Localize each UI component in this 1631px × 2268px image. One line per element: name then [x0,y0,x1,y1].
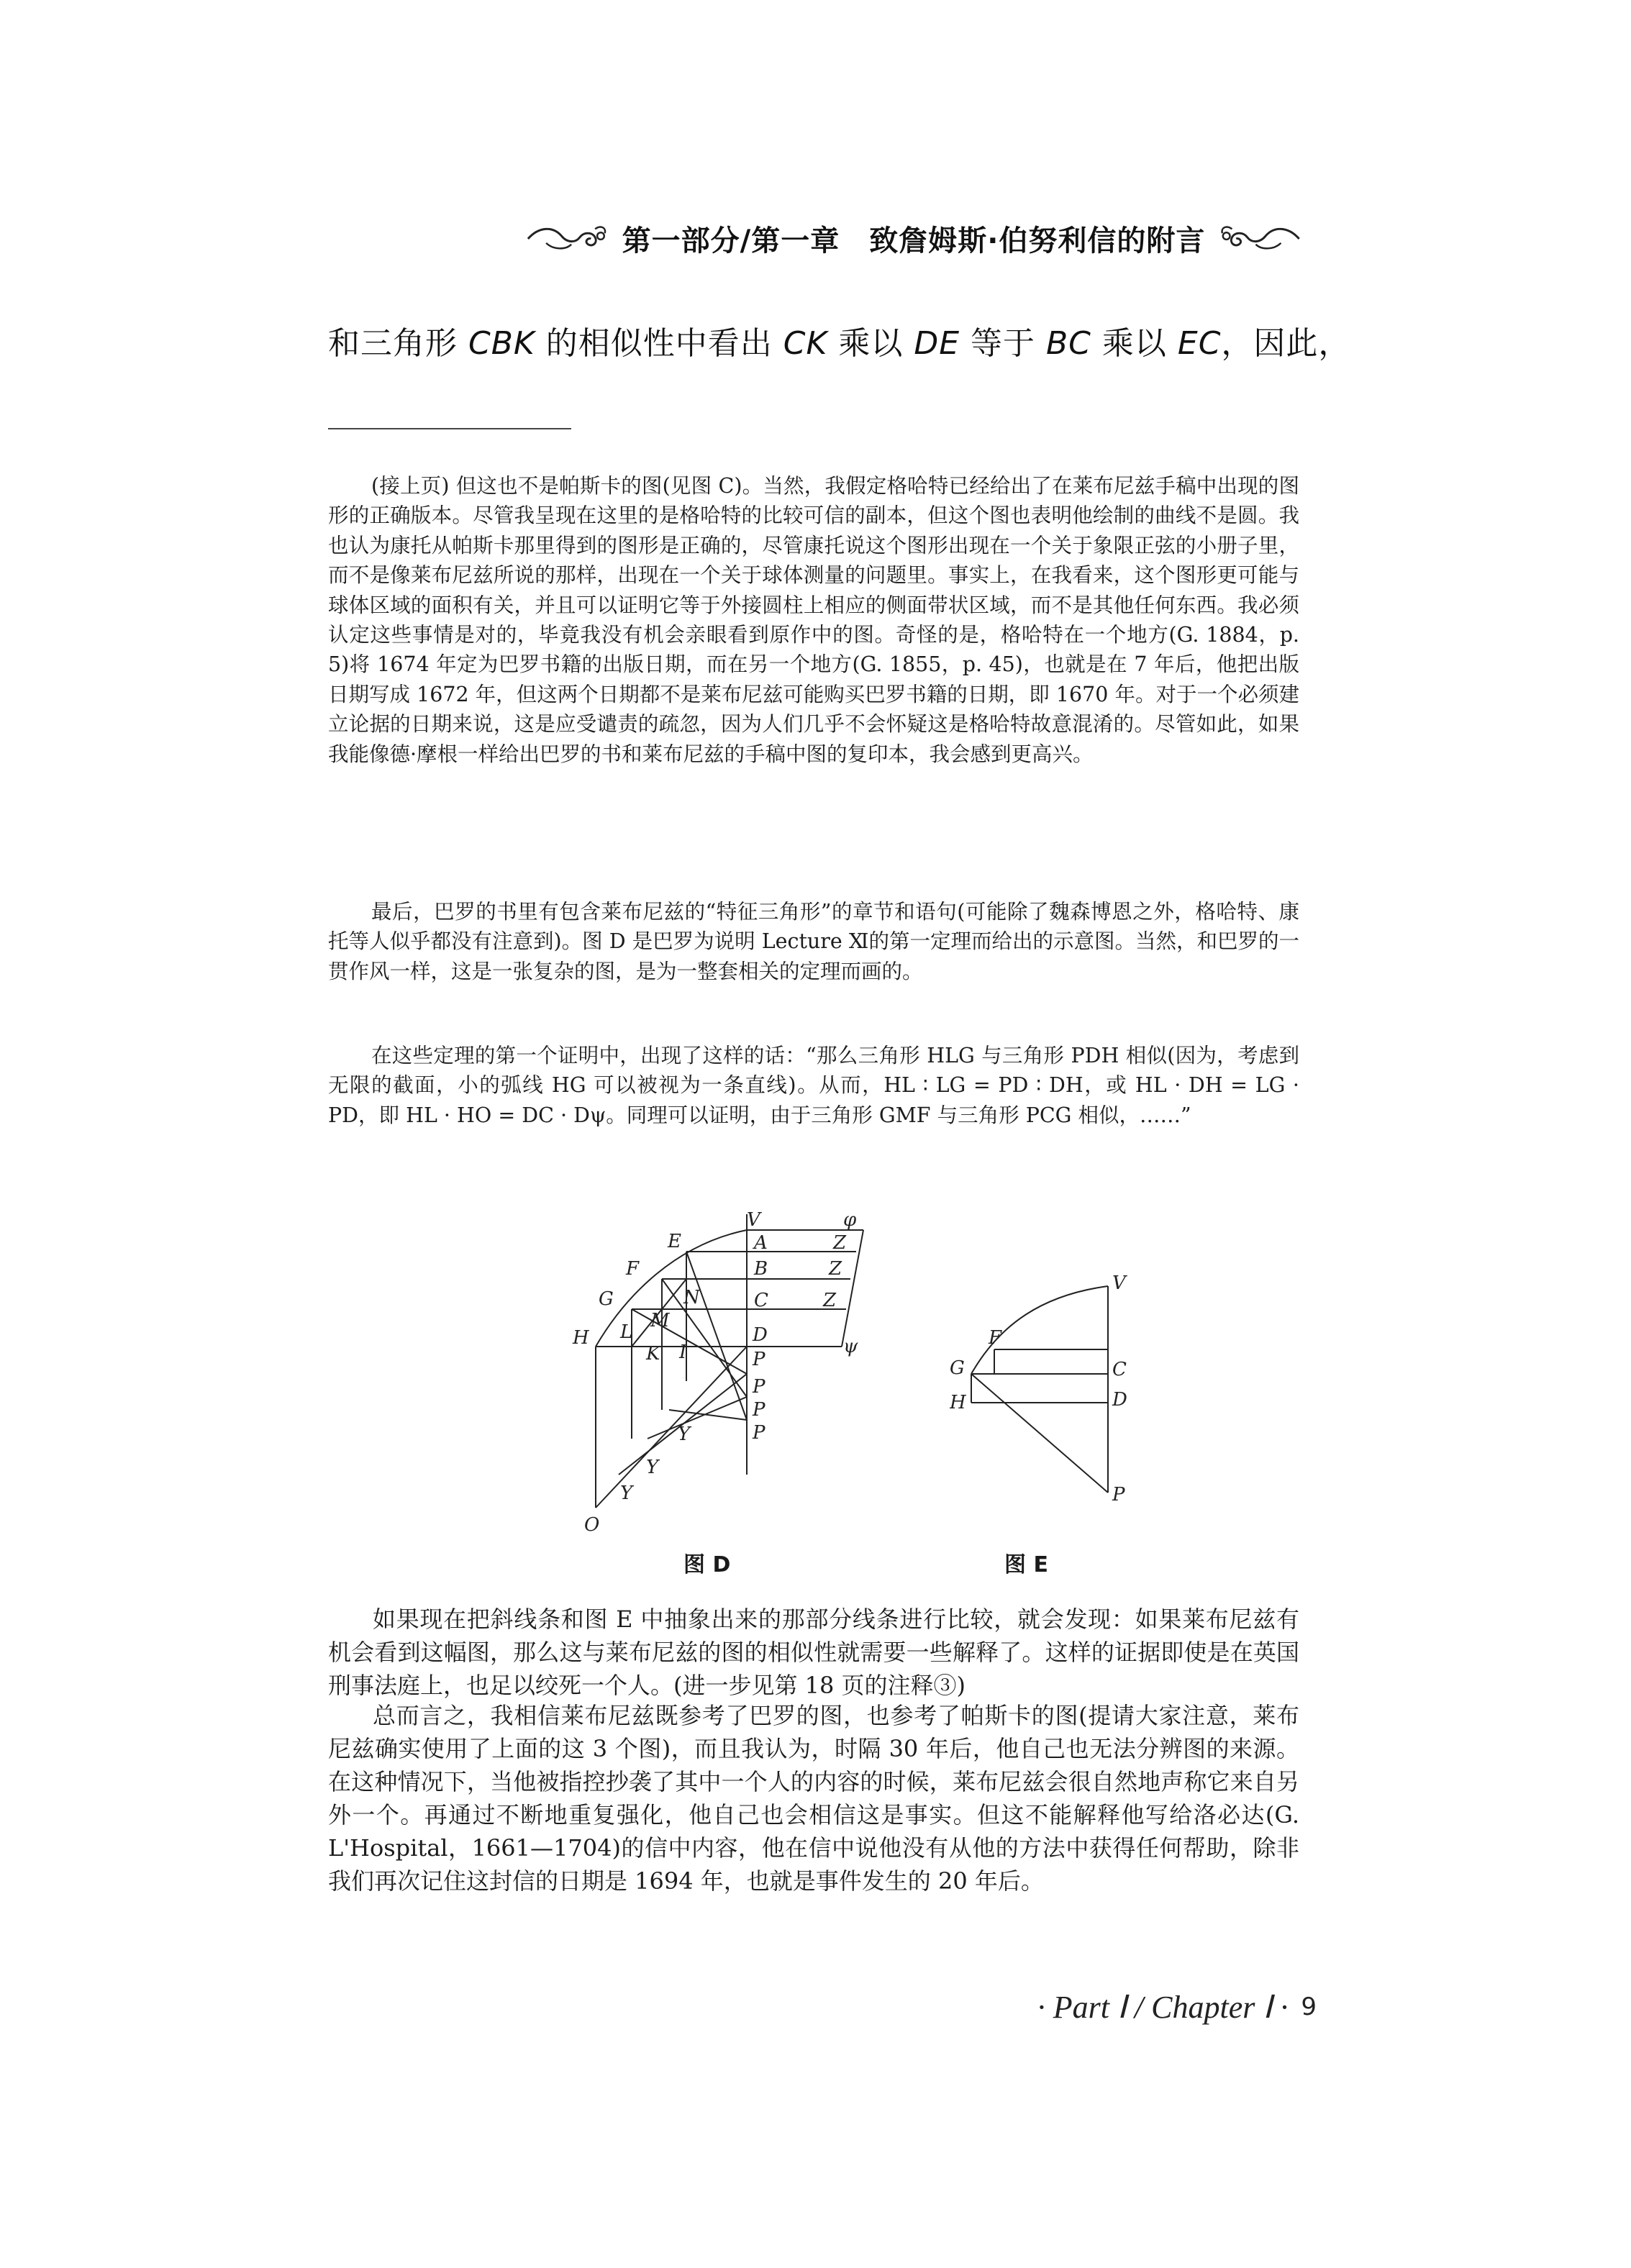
footnote-divider [328,428,571,429]
figure-e-label: V [1112,1272,1126,1294]
figure-d-label: ψ [843,1336,858,1357]
math-var: EC [1177,325,1222,362]
figure-d-label: P [753,1422,765,1444]
figure-d-label: Y [646,1457,659,1478]
page-number: 9 [1301,1993,1317,2021]
running-header [525,213,1302,263]
right-ornament-icon [1218,222,1302,255]
figure-d-label: I [679,1342,687,1363]
figure-d-label: φ [843,1209,857,1231]
lead-text: 乘以 [827,325,914,362]
figure-e-label: P [1112,1484,1125,1506]
lead-sentence [328,322,1351,365]
lead-text: 等于 [960,325,1046,362]
lead-text: 和三角形 [328,325,468,362]
lead-text: 的相似性中看出 [535,325,783,362]
body-paragraph: 如果现在把斜线条和图 E 中抽象出来的那部分线条进行比较，就会发现：如果莱布尼兹有机会看到这幅图，那么这与莱布尼兹的图的相似性就需要一些解释了。这样的证据即使是在英国刑事法庭上，也足以绞死一个人。(进一步见第 18 页的注释③) [328,1606,1299,1699]
body-paragraph: 总而言之，我相信莱布尼兹既参考了巴罗的图，也参考了帕斯卡的图(提请大家注意，莱布尼兹确实使用了上面的这 3 个图)，而且我认为，时隔 30 年后，他自己也无法分辨图的来源。在这种情况下，当他被指控抄袭了其中一个人的内容的时候，莱布尼兹会很自然地声称它来自另外一个。再通过不断地重复强化，他自己也会相信这是事实。但这不能解释他写给洛必达(G. L'Hospital，1661—1704)的信中内容，他在信中说他没有从他的方法中获得任何帮助，除非我们再次记住这封信的日期是 1694 年，也就是事件发生的 20 年后。 [328,1702,1299,1895]
lead-text: ，因此， [1221,325,1351,362]
footnote-paragraph: 最后，巴罗的书里有包含莱布尼兹的“特征三角形”的章节和语句(可能除了魏森博恩之外，格哈特、康托等人似乎都没有注意到)。图 D 是巴罗为说明 Lecture Ⅺ的第一定理而给出的示意图。当然，和巴罗的一贯作风一样，这是一张复杂的图，是为一整套相关的定理而画的。 [328,900,1299,983]
footnote-paragraph: 在这些定理的第一个证明中，出现了这样的话：“那么三角形 HLG 与三角形 PDH 相似(因为，考虑到无限的截面，小的弧线 HG 可以被视为一条直线)。从而，HL ∶ LG = PD ∶ DH，或 HL · DH = LG · PD，即 HL · HO = DC · Dψ。同理可以证明，由于三角形 GMF 与三角形 PCG 相似，……” [328,1044,1299,1127]
figure-d-diagram [561,1208,907,1547]
figure-d-label: O [584,1514,600,1536]
figure-d-label: C [754,1290,768,1311]
math-var: CBK [468,325,535,362]
math-var: CK [783,325,828,362]
left-ornament-icon [525,222,609,255]
figures-block [561,1208,1180,1582]
figure-d-label: N [683,1287,700,1308]
figure-d-label: Z [833,1232,847,1254]
figure-d-label: M [650,1310,670,1331]
page-footer [928,1985,1317,2028]
footer-chapter-label: · Part Ⅰ / Chapter Ⅰ · [1037,1989,1289,2025]
math-var: BC [1045,325,1091,362]
figure-d-label: D [753,1324,768,1346]
figure-e-label: D [1112,1389,1127,1411]
figure-d-label: Y [678,1424,691,1445]
figure-d-label: B [754,1258,768,1280]
figure-d-label: H [573,1327,589,1349]
figure-d-caption: 图 D [683,1552,731,1577]
figure-d-label: E [668,1231,681,1252]
figure-e-label: F [989,1327,1002,1349]
figure-d-label: Z [829,1258,842,1280]
figure-d-label: F [626,1258,640,1280]
header-title: 第一部分/第一章 致詹姆斯·伯努利信的附言 [622,224,1206,258]
figure-d-label: P [753,1376,765,1398]
figure-d-label: K [646,1343,660,1365]
figure-d-label: P [753,1399,765,1421]
figure-d-label: V [747,1209,760,1231]
lead-text: 乘以 [1091,325,1178,362]
figure-d-label: Y [620,1483,633,1504]
figure-e-diagram [950,1252,1180,1554]
figure-e-caption: 图 E [1004,1552,1048,1577]
figure-d-label: P [753,1349,765,1370]
math-var: DE [914,325,960,362]
figure-d-label: G [599,1288,614,1310]
figure-d-label: L [620,1321,633,1343]
figure-e-label: G [950,1357,965,1379]
footnote-paragraph: (接上页) 但这也不是帕斯卡的图(见图 C)。当然，我假定格哈特已经给出了在莱布尼兹手稿中出现的图形的正确版本。尽管我呈现在这里的是格哈特的比较可信的副本，但这个图也表明他绘制的曲线不是圆。我也认为康托从帕斯卡那里得到的图形是正确的，尽管康托说这个图形出现在一个关于象限正弦的小册子里，而不是像莱布尼兹所说的那样，出现在一个关于球体测量的问题里。事实上，在我看来，这个图形更可能与球体区域的面积有关，并且可以证明它等于外接圆柱上相应的侧面带状区域，而不是其他任何东西。我必须认定这些事情是对的，毕竟我没有机会亲眼看到原作中的图。奇怪的是，格哈特在一个地方(G. 1884，p. 5)将 1674 年定为巴罗书籍的出版日期，而在另一个地方(G. 1855，p. 45)，也就是在 7 年后，他把出版日期写成 1672 年，但这两个日期都不是莱布尼兹可能购买巴罗书籍的日期，即 1670 年。对于一个必须建立论据的日期来说，这是应受谴责的疏忽，因为人们几乎不会怀疑这是格哈特故意混淆的。尽管如此，如果我能像德·摩根一样给出巴罗的书和莱布尼兹的手稿中图的复印本，我会感到更高兴。 [328,474,1299,766]
figure-e-label: C [1112,1359,1127,1380]
figure-d-label: Z [823,1290,837,1311]
figure-e-label: H [950,1392,966,1413]
figure-d-label: A [754,1232,768,1254]
